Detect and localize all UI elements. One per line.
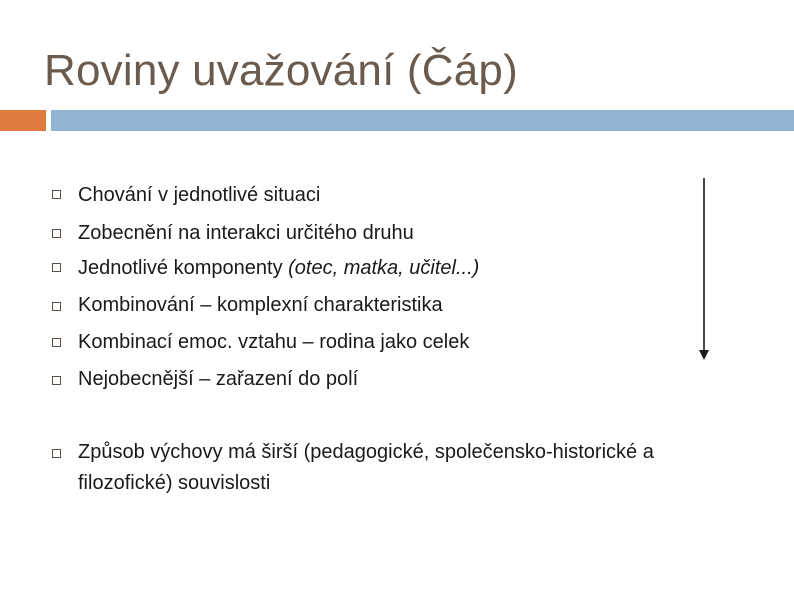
list-item-text: Kombinací emoc. vztahu – rodina jako celek xyxy=(78,331,470,353)
arrow-head xyxy=(699,350,709,360)
title-accent-bar xyxy=(0,110,46,131)
list-item-text: Kombinování – komplexní charakteristika xyxy=(78,294,443,316)
down-arrow-icon xyxy=(697,178,711,362)
hollow-square-bullet-icon xyxy=(52,263,61,272)
list-item-text: Způsob výchovy má širší (pedagogické, společensko-historické a filozofické) souvislosti xyxy=(78,441,654,494)
title-underline-bar xyxy=(51,110,794,131)
hollow-square-bullet-icon xyxy=(52,338,61,347)
hollow-square-bullet-icon xyxy=(52,190,61,199)
list-item-text-regular: Jednotlivé komponenty xyxy=(78,257,289,279)
list-item-text: Nejobecnější – zařazení do polí xyxy=(78,368,359,390)
hollow-square-bullet-icon xyxy=(52,302,61,311)
hollow-square-bullet-icon xyxy=(52,229,61,238)
list-item-text xyxy=(78,253,479,284)
slide-title: Roviny uvažování (Čáp) xyxy=(44,46,518,95)
list-item-text: Zobecnění na interakci určitého druhu xyxy=(78,222,414,244)
list-item-text-italic: (otec, matka, učitel...) xyxy=(288,257,480,279)
hollow-square-bullet-icon xyxy=(52,376,61,385)
hollow-square-bullet-icon xyxy=(52,449,61,458)
list-item-text: Chování v jednotlivé situaci xyxy=(78,184,321,206)
